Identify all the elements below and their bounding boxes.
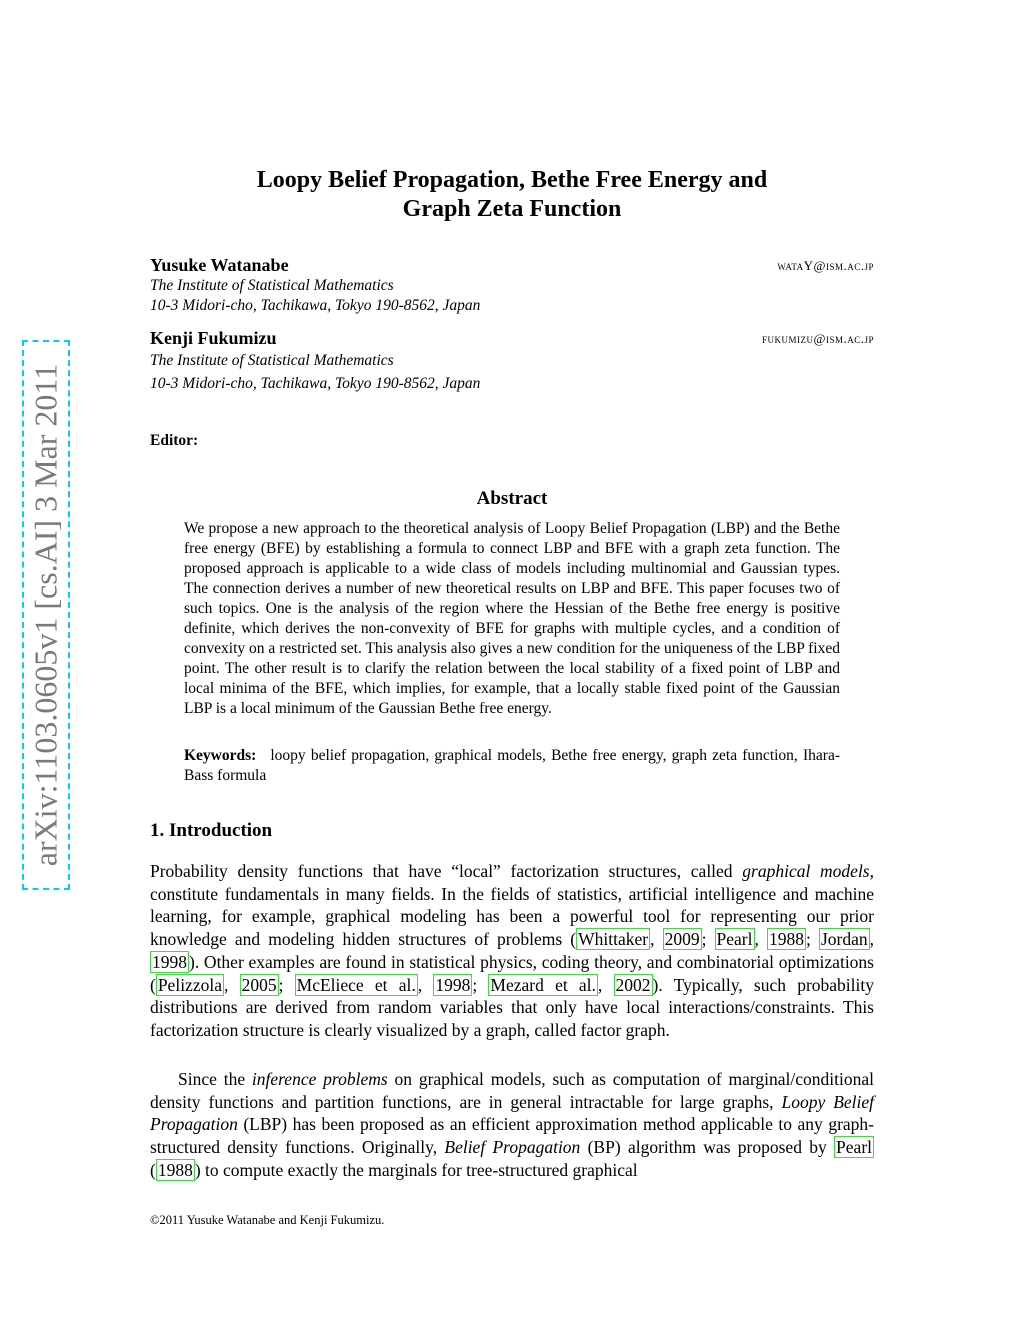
affil-institute: The Institute of Statistical Mathematics: [150, 352, 394, 369]
arxiv-id: arXiv:1103.0605v1 [cs.AI] 3 Mar 2011: [27, 363, 64, 867]
citation-link[interactable]: 1998: [152, 951, 187, 972]
copyright-footer: ©2011 Yusuke Watanabe and Kenji Fukumizu.: [150, 1213, 385, 1227]
citation-link[interactable]: Mezard et al.: [490, 974, 596, 995]
author-affiliation-2: [150, 351, 480, 394]
keywords-label: Keywords:: [184, 747, 257, 764]
author-name-1: Yusuke Watanabe: [150, 255, 289, 275]
author-email-2: fukumizu@ism.ac.jp: [762, 331, 874, 346]
intro-paragraph-2: Since the inference problems on graphical models, such as computation of marginal/conditional density functions and partition functions, are in general intractable for large graphs, Loopy Belief Propagation (LBP) has been proposed as an efficient approximation method applicable to any graph-structured density functions. Originally, Belief Propagation (BP) algorithm was proposed by Pearl ( 1988 ) to compute exactly the marginals for tree-structured graphical: [150, 1069, 875, 1180]
citation-link[interactable]: Whittaker: [578, 929, 649, 950]
abstract-body: We propose a new approach to the theoretical analysis of Loopy Belief Propagation (LBP) and the Bethe free energy (BFE) by establishing a formula to connect LBP and BFE with a graph zeta function. The proposed approach is applicable to a wide class of models including multinomial and Gaussian types. The connection derives a number of new theoretical results on LBP and BFE. This paper focuses two of such topics. One is the analysis of the region where the Hessian of the Bethe free energy is positive definite, which derives the non-convexity of BFE for graphs with multiple cycles, and a condition of convexity on a restricted set. This analysis also gives a new condition for the uniqueness of the LBP fixed point. The other result is to clarify the relation between the local stability of a fixed point of LBP and local minima of the BFE, which implies, for example, that a locally stable fixed point of the Gaussian LBP is a local minimum of the Gaussian Bethe free energy.: [184, 520, 840, 717]
arxiv-stamp: [22, 340, 70, 890]
intro-paragraph-1: Probability density functions that have “local” factorization structures, called graphical models, constitute fundamentals in many fields. In the fields of statistics, artificial intelligence and machine learning, for example, graphical modeling has been a powerful tool for representing our prior knowledge and modeling hidden structures of problems ( Whittaker , 2009 ; Pearl , 1988 ; Jordan , 1998 ). Other examples are found in statistical physics, coding theory, and combinatorial optimizations ( Pelizzola , 2005 ; McEliece et al. , 1998 ; Mezard et al. , 2002 ). Typically, such probability distributions are derived from random variables that only have local interactions/constraints. This factorization structure is clearly visualized by a graph, called factor graph.: [150, 861, 874, 1040]
abstract-heading: Abstract: [476, 488, 548, 509]
citation-link[interactable]: Jordan: [820, 929, 868, 950]
title-line-2: Graph Zeta Function: [402, 196, 622, 222]
citation-link[interactable]: Pearl: [716, 929, 753, 950]
section-heading: 1. Introduction: [150, 820, 273, 841]
title-line-1: Loopy Belief Propagation, Bethe Free Energy and: [256, 167, 768, 193]
keywords: [184, 746, 840, 786]
citation-link[interactable]: 2009: [664, 929, 700, 950]
affil-address: 10-3 Midori-cho, Tachikawa, Tokyo 190-8562, Japan: [150, 375, 481, 392]
citation-link[interactable]: 1988: [157, 1159, 193, 1180]
citation-link[interactable]: 1988: [768, 929, 804, 950]
keywords-text: loopy belief propagation, graphical models, Bethe free energy, graph zeta function, Ihara-Bass formula: [184, 747, 840, 784]
affil-institute: The Institute of Statistical Mathematics: [150, 277, 394, 294]
author-affiliation-1: [150, 276, 480, 316]
editor-label: Editor:: [150, 432, 199, 449]
paper-title: [150, 166, 874, 224]
author-email-1: wataY@ism.ac.jp: [777, 258, 874, 273]
citation-link[interactable]: 1998: [435, 974, 471, 995]
citation-link[interactable]: Pelizzola: [157, 974, 222, 995]
author-name-2: Kenji Fukumizu: [150, 328, 277, 348]
affil-address: 10-3 Midori-cho, Tachikawa, Tokyo 190-8562, Japan: [150, 297, 481, 314]
citation-link[interactable]: 2002: [615, 974, 651, 995]
citation-link[interactable]: Pearl: [836, 1137, 873, 1158]
citation-link[interactable]: 2005: [241, 974, 277, 995]
citation-link[interactable]: McEliece et al.: [296, 974, 416, 995]
